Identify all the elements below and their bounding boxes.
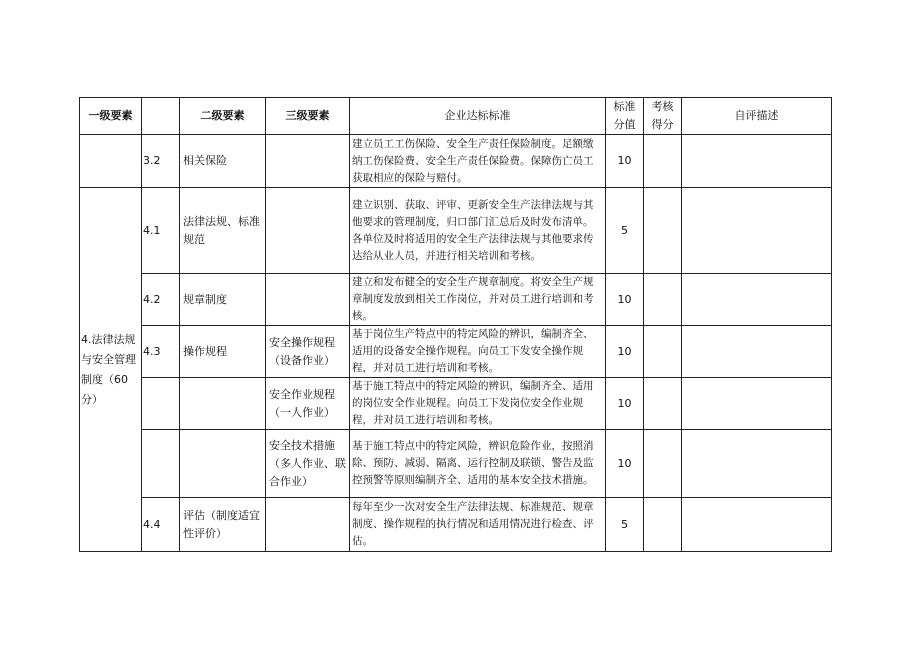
standard-text: 每年至少一次对安全生产法律法规、标准规范、规章制度、操作规程的执行情况和适用情况进行检查、评估。	[350, 498, 606, 552]
assess-cell[interactable]	[644, 430, 682, 498]
level2-name: 法律法规、标准规范	[180, 188, 266, 274]
item-number: 4.3	[142, 326, 180, 378]
assess-cell[interactable]	[644, 378, 682, 430]
assess-cell[interactable]	[644, 498, 682, 552]
level1-group: 4.法律法规与安全管理制度（60分）	[80, 188, 142, 552]
level3-name: 安全操作规程（设备作业）	[266, 326, 350, 378]
table-row	[80, 274, 832, 326]
score-value: 10	[606, 430, 644, 498]
level3-name: 安全作业规程（一人作业）	[266, 378, 350, 430]
level3-name	[266, 188, 350, 274]
score-value: 10	[606, 135, 644, 188]
header-level3: 三级要素	[266, 98, 350, 135]
score-value: 10	[606, 378, 644, 430]
self-eval-cell[interactable]	[682, 188, 832, 274]
standard-text: 基于岗位生产特点中的特定风险的辨识，编制齐全、适用的设备安全操作规程。向员工下发安全操作规程，并对员工进行培训和考核。	[350, 326, 606, 378]
table-row	[80, 378, 832, 430]
score-value: 10	[606, 274, 644, 326]
level2-name: 相关保险	[180, 135, 266, 188]
assess-cell[interactable]	[644, 326, 682, 378]
item-number	[142, 430, 180, 498]
standard-text: 建立识别、获取、评审、更新安全生产法律法规与其他要求的管理制度，归口部门汇总后及时发布清单。各单位及时将适用的安全生产法律法规与其他要求传达给从业人员，并进行相关培训和考核。	[350, 188, 606, 274]
standard-text: 建立员工工伤保险、安全生产责任保险制度。足额缴纳工伤保险费、安全生产责任保险费。保障伤亡员工获取相应的保险与赔付。	[350, 135, 606, 188]
table-row	[80, 188, 832, 274]
level3-name	[266, 498, 350, 552]
level1-cell-empty	[80, 135, 142, 188]
standards-table	[79, 97, 832, 552]
table-row	[80, 135, 832, 188]
assess-cell[interactable]	[644, 274, 682, 326]
standard-text: 建立和发布健全的安全生产规章制度。将安全生产规章制度发放到相关工作岗位，并对员工进行培训和考核。	[350, 274, 606, 326]
level3-name	[266, 135, 350, 188]
item-number	[142, 378, 180, 430]
assess-cell[interactable]	[644, 135, 682, 188]
header-self-eval: 自评描述	[682, 98, 832, 135]
self-eval-cell[interactable]	[682, 274, 832, 326]
standard-text: 基于施工特点中的特定风险，辨识危险作业，按照消除、预防、减弱、隔离、运行控制及联锁、警告及监控预警等原则编制齐全、适用的基本安全技术措施。	[350, 430, 606, 498]
level3-name: 安全技术措施（多人作业、联合作业）	[266, 430, 350, 498]
header-blank	[142, 98, 180, 135]
table-row	[80, 498, 832, 552]
self-eval-cell[interactable]	[682, 135, 832, 188]
standard-text: 基于施工特点中的特定风险的辨识，编制齐全、适用的岗位安全作业规程。向员工下发岗位安全作业规程，并对员工进行培训和考核。	[350, 378, 606, 430]
header-level1: 一级要素	[80, 98, 142, 135]
self-eval-cell[interactable]	[682, 498, 832, 552]
score-value: 5	[606, 188, 644, 274]
item-number: 4.4	[142, 498, 180, 552]
header-standard: 企业达标标准	[350, 98, 606, 135]
level2-name: 评估（制度适宜性评价）	[180, 498, 266, 552]
level3-name	[266, 274, 350, 326]
table-row	[80, 326, 832, 378]
item-number: 4.2	[142, 274, 180, 326]
level2-name: 规章制度	[180, 274, 266, 326]
item-number: 3.2	[142, 135, 180, 188]
header-score: 标准分值	[606, 98, 644, 135]
table-row	[80, 430, 832, 498]
header-assess: 考核得分	[644, 98, 682, 135]
self-eval-cell[interactable]	[682, 378, 832, 430]
score-value: 5	[606, 498, 644, 552]
self-eval-cell[interactable]	[682, 326, 832, 378]
score-value: 10	[606, 326, 644, 378]
header-level2: 二级要素	[180, 98, 266, 135]
header-row	[80, 98, 832, 135]
assess-cell[interactable]	[644, 188, 682, 274]
self-eval-cell[interactable]	[682, 430, 832, 498]
level2-name	[180, 378, 266, 430]
level2-name	[180, 430, 266, 498]
level2-name: 操作规程	[180, 326, 266, 378]
item-number: 4.1	[142, 188, 180, 274]
